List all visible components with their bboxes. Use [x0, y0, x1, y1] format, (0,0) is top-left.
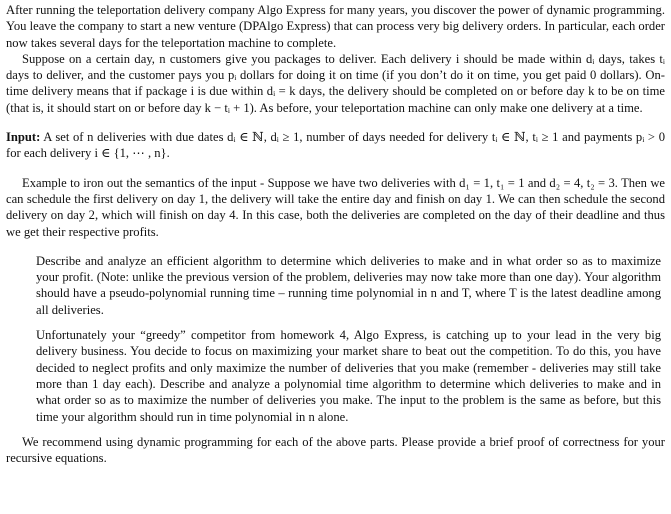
example-paragraph: Example to iron out the semantics of the input - Suppose we have two deliveries with d₁ = 1, t₁ = 1 and d₂ = 4, t₂ = 3. Then we can schedule the first delivery on day 1, the delivery will take the entire day and finish on day 1. We can then schedule the second delivery on day 2, which will finish on day 4. In this case, both the deliveries are completed on the day of their deadline and thus we get their respective profits.: [6, 175, 665, 239]
intro-paragraph-2: Suppose on a certain day, n customers give you packages to deliver. Each delivery i should be made within dᵢ days, takes tᵢ days to deliver, and the customer pays you pᵢ dollars for doing it on time (if you don’t do it on time, you get paid 0 dollars). On-time delivery means that if package i is due within dᵢ = k days, the delivery should be completed on or before day k to be on time (that is, it should start on or before day k − tᵢ + 1). As before, your teleportation machine can only make one delivery at a time.: [6, 51, 665, 115]
intro-paragraph-1: After running the teleportation delivery company Algo Express for many years, you discover the power of dynamic programming. You leave the company to start a new venture (DPAlgo Express) that can process very big delivery orders. In particular, each order now takes several days for the teleportation machine to complete.: [6, 3, 665, 50]
input-definition: [6, 129, 665, 162]
part-a: Describe and analyze an efficient algorithm to determine which deliveries to make and in what order so as to maximize your profit. (Note: unlike the previous version of the problem, deliveries may now take more than one day). Your algorithm should have a pseudo-polynomial running time – running time polynomial in n and T, where T is the latest deadline among all deliveries.: [36, 253, 661, 317]
closing-paragraph: We recommend using dynamic programming for each of the above parts. Please provide a brief proof of correctness for your recursive equations.: [6, 434, 665, 466]
part-b: Unfortunately your “greedy” competitor from homework 4, Algo Express, is catching up to your lead in the very big delivery business. You decide to focus on maximizing your market share to beat out the competition. To do this, you have decided to neglect profits and only maximize the number of deliveries that you make (remember - deliveries may still take more than 1 day each). Describe and analyze a polynomial time algorithm to determine which deliveries to make and in what order so as to maximize the number of deliveries you make. The input to the problem is the same as before, but this time your algorithm should run in time polynomial in n alone.: [36, 328, 661, 424]
input-label: Input:: [6, 130, 41, 145]
input-text: A set of n deliveries with due dates dᵢ ∈ ℕ, dᵢ ≥ 1, number of days needed for delivery tᵢ ∈ ℕ, tᵢ ≥ 1 and payments pᵢ > 0 for each delivery i ∈ {1, ⋯ , n}.: [6, 130, 665, 161]
